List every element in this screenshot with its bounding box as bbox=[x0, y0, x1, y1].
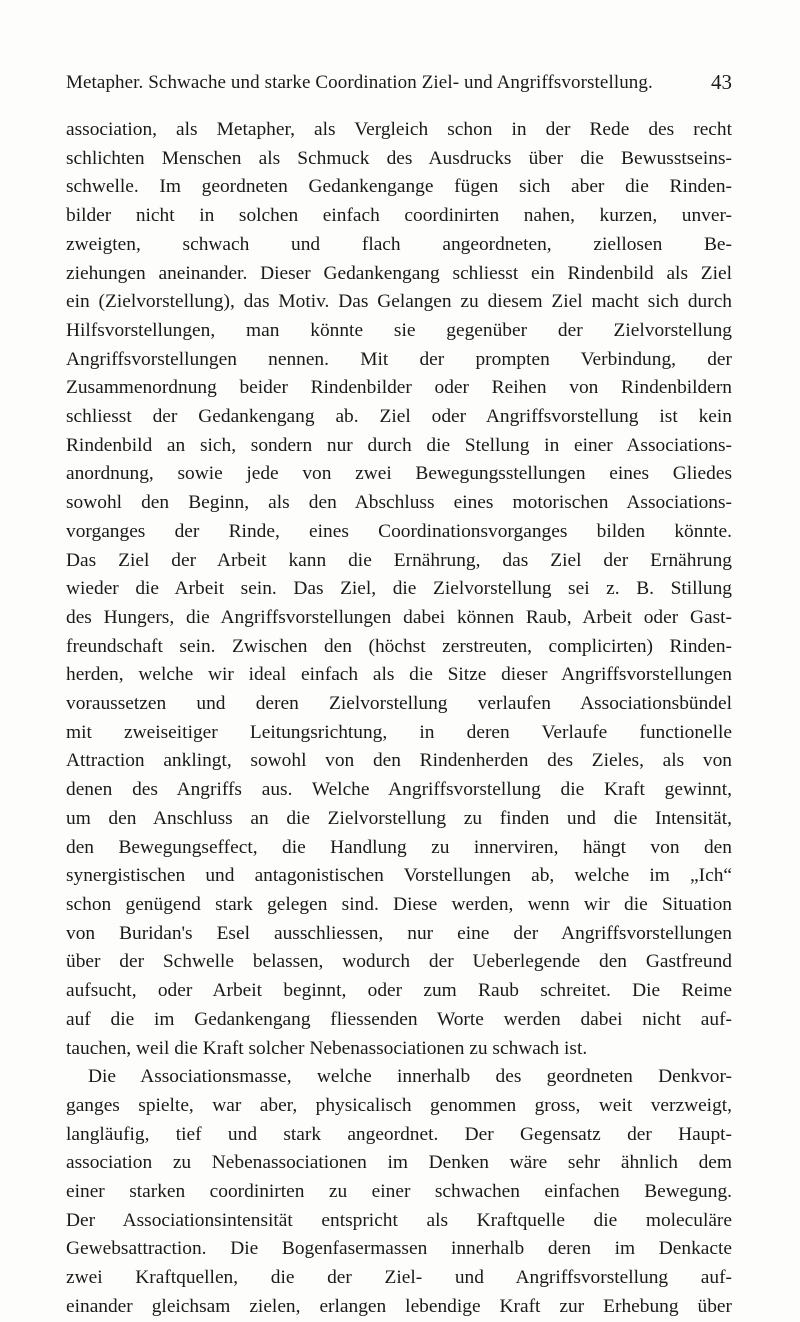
text-line: ziehungen aneinander. Dieser Gedankengang schliesst ein Rindenbild als Ziel bbox=[66, 262, 732, 284]
body-text bbox=[66, 116, 732, 1322]
text-line: anordnung, sowie jede von zwei Bewegungsstellungen eines Gliedes bbox=[66, 463, 732, 485]
text-line: voraussetzen und deren Zielvorstellung verlaufen Associationsbündel bbox=[66, 693, 732, 715]
page-header bbox=[66, 72, 732, 102]
text-line: Der Associationsintensität entspricht als Kraftquelle die moleculäre bbox=[66, 1209, 732, 1231]
text-line: Hilfsvorstellungen, man könnte sie gegenüber der Zielvorstellung bbox=[66, 319, 732, 341]
text-line: schon genügend stark gelegen sind. Diese werden, wenn wir die Situation bbox=[66, 893, 732, 915]
text-line: Die Associationsmasse, welche innerhalb des geordneten Denkvor- bbox=[88, 1066, 732, 1088]
text-line: schwelle. Im geordneten Gedankengange fügen sich aber die Rinden- bbox=[66, 176, 732, 198]
text-line: freundschaft sein. Zwischen den (höchst zerstreuten, complicirten) Rinden- bbox=[66, 635, 732, 657]
text-line: vorganges der Rinde, eines Coordinationsvorganges bilden könnte. bbox=[66, 520, 732, 542]
text-line: schliesst der Gedankengang ab. Ziel oder Angriffsvorstellung ist kein bbox=[66, 406, 732, 428]
running-head: Metapher. Schwache und starke Coordination Ziel- und Angriffsvorstellung. bbox=[66, 72, 653, 93]
text-line: denen des Angriffs aus. Welche Angriffsvorstellung die Kraft gewinnt, bbox=[66, 779, 732, 801]
text-line: Das Ziel der Arbeit kann die Ernährung, das Ziel der Ernährung bbox=[66, 549, 732, 571]
text-line: association, als Metapher, als Vergleich schon in der Rede des recht bbox=[66, 119, 732, 140]
text-line: langläufig, tief und stark angeordnet. Der Gegensatz der Haupt- bbox=[66, 1123, 732, 1145]
text-line: Attraction anklingt, sowohl von den Rindenherden des Zieles, als von bbox=[66, 750, 732, 772]
text-line: sowohl den Beginn, als den Abschluss eines motorischen Associations- bbox=[66, 492, 732, 514]
text-line: Rindenbild an sich, sondern nur durch die Stellung in einer Associations- bbox=[66, 434, 732, 456]
text-line: von Buridan's Esel ausschliessen, nur eine der Angriffsvorstellungen bbox=[66, 922, 732, 944]
text-line: zweigten, schwach und flach angeordneten, ziellosen Be- bbox=[66, 233, 732, 255]
text-line: über der Schwelle belassen, wodurch der Ueberlegende den Gastfreund bbox=[66, 951, 732, 973]
text-line: synergistischen und antagonistischen Vorstellungen ab, welche im „Ich“ bbox=[66, 865, 732, 887]
text-line: association zu Nebenassociationen im Denken wäre sehr ähnlich dem bbox=[66, 1152, 732, 1174]
text-line: ganges spielte, war aber, physicalisch genommen gross, weit verzweigt, bbox=[66, 1094, 732, 1116]
text-line: Zusammenordnung beider Rindenbilder oder Reihen von Rindenbildern bbox=[66, 377, 732, 399]
text-line: um den Anschluss an die Zielvorstellung zu finden und die Intensität, bbox=[66, 807, 732, 829]
text-line: einer starken coordinirten zu einer schwachen einfachen Bewegung. bbox=[66, 1181, 732, 1203]
text-line: mit zweiseitiger Leitungsrichtung, in deren Verlaufe functionelle bbox=[66, 721, 732, 743]
text-line: Gewebsattraction. Die Bogenfasermassen innerhalb deren im Denkacte bbox=[66, 1238, 732, 1260]
text-line: schlichten Menschen als Schmuck des Ausdrucks über die Bewusstseins- bbox=[66, 147, 732, 169]
text-line: aufsucht, oder Arbeit beginnt, oder zum Raub schreitet. Die Reime bbox=[66, 980, 732, 1002]
text-line: auf die im Gedankengang fliessenden Worte werden dabei nicht auf- bbox=[66, 1008, 732, 1030]
text-line: tauchen, weil die Kraft solcher Nebenassociationen zu schwach ist. bbox=[66, 1037, 588, 1059]
text-line: zwei Kraftquellen, die der Ziel- und Angriffsvorstellung auf- bbox=[66, 1267, 732, 1289]
text-line: einander gleichsam zielen, erlangen lebendige Kraft zur Erhebung über bbox=[66, 1295, 732, 1317]
text-line: ein (Zielvorstellung), das Motiv. Das Gelangen zu diesem Ziel macht sich durch bbox=[66, 291, 732, 313]
text-line: wieder die Arbeit sein. Das Ziel, die Zielvorstellung sei z. B. Stillung bbox=[66, 578, 732, 600]
text-line: bilder nicht in solchen einfach coordinirten nahen, kurzen, unver- bbox=[66, 205, 732, 227]
text-line: den Bewegungseffect, die Handlung zu innerviren, hängt von den bbox=[66, 836, 732, 858]
page-number: 43 bbox=[711, 70, 732, 94]
text-line: des Hungers, die Angriffsvorstellungen dabei können Raub, Arbeit oder Gast- bbox=[66, 606, 732, 628]
text-line: herden, welche wir ideal einfach als die Sitze dieser Angriffsvorstellungen bbox=[66, 664, 732, 686]
text-line: Angriffsvorstellungen nennen. Mit der prompten Verbindung, der bbox=[66, 348, 732, 370]
